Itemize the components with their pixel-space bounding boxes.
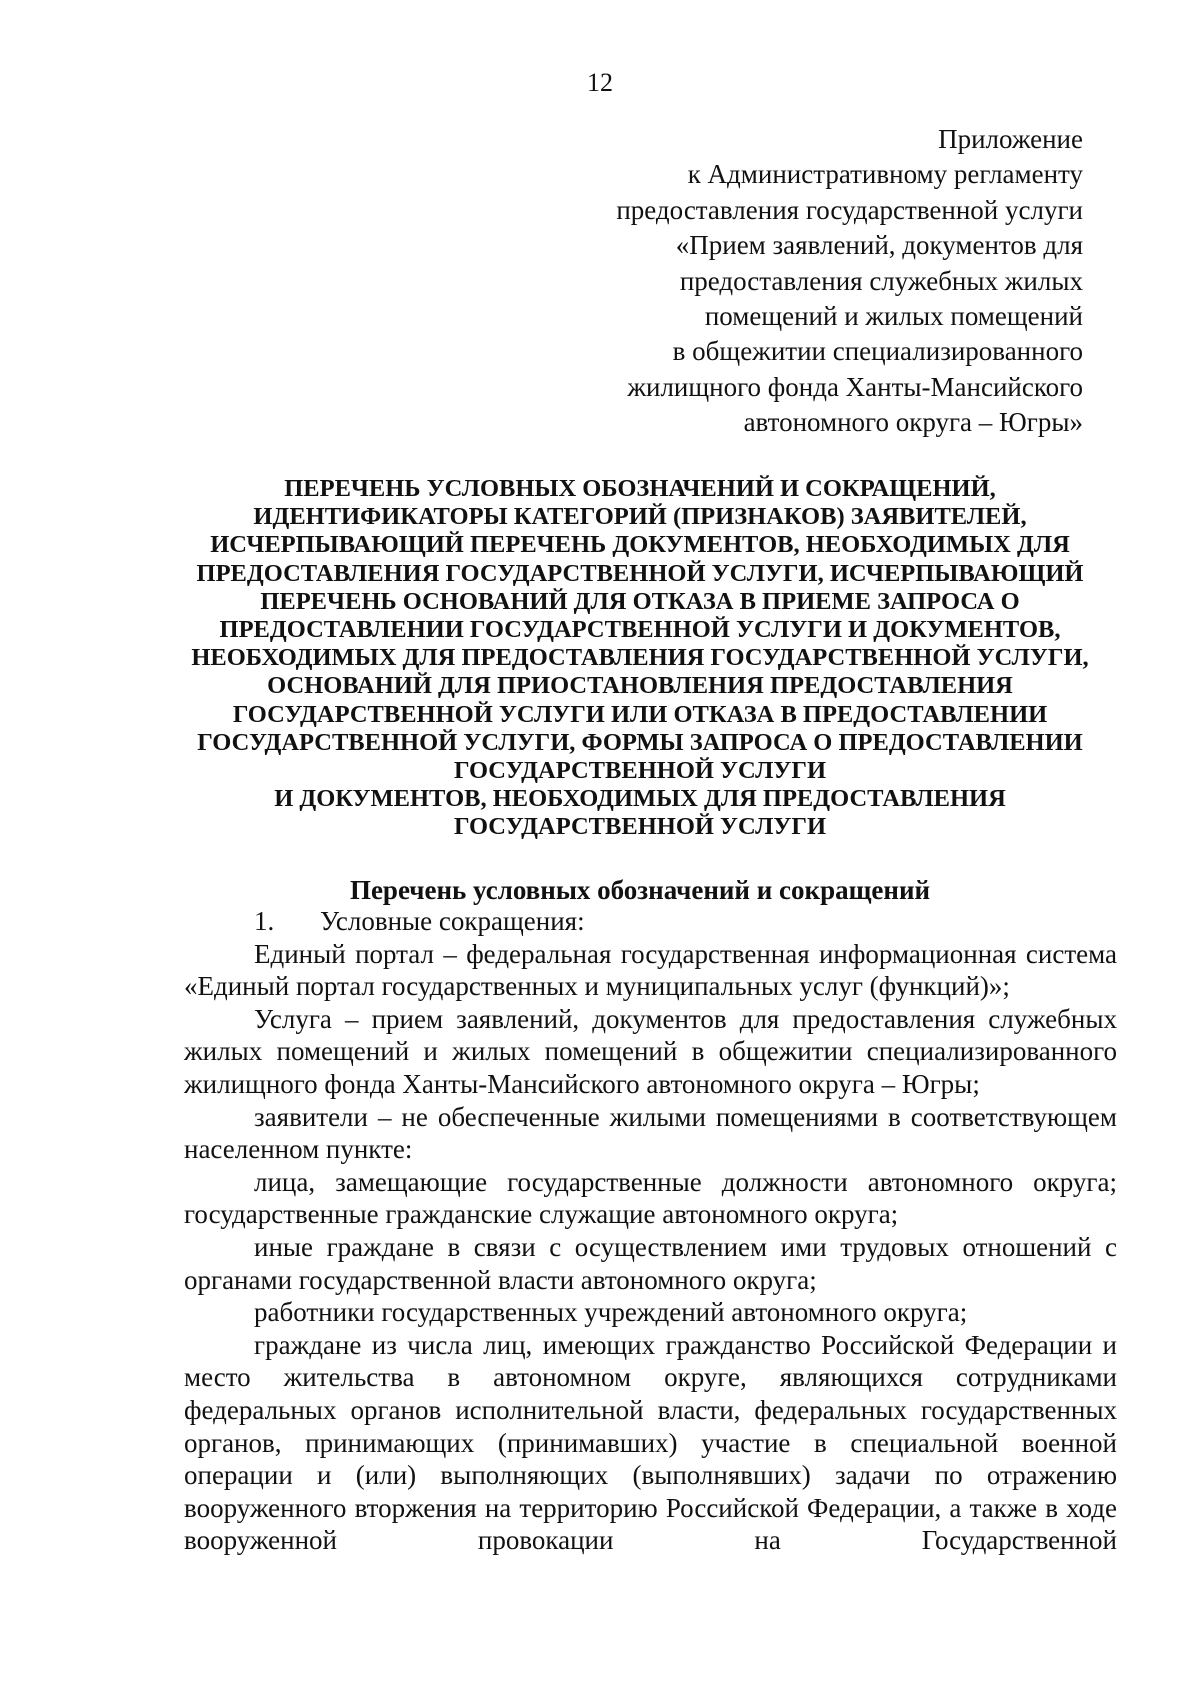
appendix-line: жилищного фонда Ханты-Мансийского: [627, 371, 1083, 402]
item-number: 1.: [254, 906, 275, 936]
paragraph: граждане из числа лиц, имеющих гражданство Российской Федерации и место жительства в автономном округе, являющихся сотрудниками федеральных органов исполнительной власти, федеральных государственных органов, принимающих (принимавших) участие в специальной военной операции и (или) выполняющих (выполнявших) задачи по отражению вооруженного вторжения на территорию Российской Федерации, а также в ходе вооруженной провокации на Государственной: [184, 1329, 1117, 1556]
title-line: ПЕРЕЧЕНЬ ОСНОВАНИЙ ДЛЯ ОТКАЗА В ПРИЕМЕ ЗАПРОСА О: [260, 587, 1020, 615]
appendix-line: помещений и жилых помещений: [704, 301, 1083, 332]
title-line: ПЕРЕЧЕНЬ УСЛОВНЫХ ОБОЗНАЧЕНИЙ И СОКРАЩЕНИЙ,: [284, 475, 996, 502]
title-line: ГОСУДАРСТВЕННОЙ УСЛУГИ: [453, 757, 827, 785]
title-line: ГОСУДАРСТВЕННОЙ УСЛУГИ ИЛИ ОТКАЗА В ПРЕДОСТАВЛЕНИИ: [232, 700, 1048, 728]
appendix-line: Приложение: [938, 124, 1083, 154]
title-line: ГОСУДАРСТВЕННОЙ УСЛУГИ, ФОРМЫ ЗАПРОСА О ПРЕДОСТАВЛЕНИИ: [197, 728, 1083, 756]
title-line: ПРЕДОСТАВЛЕНИИ ГОСУДАРСТВЕННОЙ УСЛУГИ И ДОКУМЕНТОВ,: [219, 616, 1061, 644]
appendix-line: «Прием заявлений, документов для: [675, 230, 1083, 261]
title-line: И ДОКУМЕНТОВ, НЕОБХОДИМЫХ ДЛЯ ПРЕДОСТАВЛЕНИЯ: [274, 785, 1006, 813]
numbered-item: [184, 905, 1117, 938]
paragraph: Услуга – прием заявлений, документов для предоставления служебных жилых помещений и жилых помещений в общежитии специализированного жилищного фонда Ханты-Мансийского автономного округа – Югры;: [184, 1003, 1117, 1099]
appendix-line: предоставления служебных жилых: [679, 265, 1083, 296]
item-label: Условные сокращения:: [320, 906, 585, 936]
title-line: ИСЧЕРПЫВАЮЩИЙ ПЕРЕЧЕНЬ ДОКУМЕНТОВ, НЕОБХОДИМЫХ ДЛЯ: [210, 531, 1070, 559]
paragraph: иные граждане в связи с осуществлением ими трудовых отношений с органами государственной власти автономного округа;: [184, 1231, 1117, 1295]
title-line: ПРЕДОСТАВЛЕНИЯ ГОСУДАРСТВЕННОЙ УСЛУГИ, ИСЧЕРПЫВАЮЩИЙ: [196, 559, 1084, 587]
title-line: ГОСУДАРСТВЕННОЙ УСЛУГИ: [453, 813, 827, 841]
section-heading: Перечень условных обозначений и сокращений: [349, 875, 931, 905]
appendix-block: [523, 122, 1083, 441]
title-line: НЕОБХОДИМЫХ ДЛЯ ПРЕДОСТАВЛЕНИЯ ГОСУДАРСТВЕННОЙ УСЛУГИ,: [191, 644, 1089, 672]
appendix-line: к Административному регламенту: [687, 159, 1083, 190]
title-line: ИДЕНТИФИКАТОРЫ КАТЕГОРИЙ (ПРИЗНАКОВ) ЗАЯВИТЕЛЕЙ,: [253, 503, 1027, 531]
title-line: ОСНОВАНИЙ ДЛЯ ПРИОСТАНОВЛЕНИЯ ПРЕДОСТАВЛЕНИЯ: [267, 672, 1013, 700]
body-text: [184, 905, 1117, 1557]
appendix-line: автономного округа – Югры»: [743, 407, 1083, 438]
paragraph: лица, замещающие государственные должности автономного округа; государственные гражданские служащие автономного округа;: [184, 1166, 1117, 1230]
page-number: 12: [587, 68, 613, 97]
appendix-line: предоставления государственной услуги: [616, 194, 1083, 225]
paragraph: Единый портал – федеральная государственная информационная система «Единый портал государственных и муниципальных услуг (функций)»;: [184, 938, 1117, 1002]
paragraph: работники государственных учреждений автономного округа;: [254, 1297, 968, 1328]
document-title: [160, 475, 1120, 842]
paragraph: заявители – не обеспеченные жилыми помещениями в соответствующем населенном пункте:: [184, 1101, 1117, 1165]
appendix-line: в общежитии специализированного: [672, 336, 1083, 367]
